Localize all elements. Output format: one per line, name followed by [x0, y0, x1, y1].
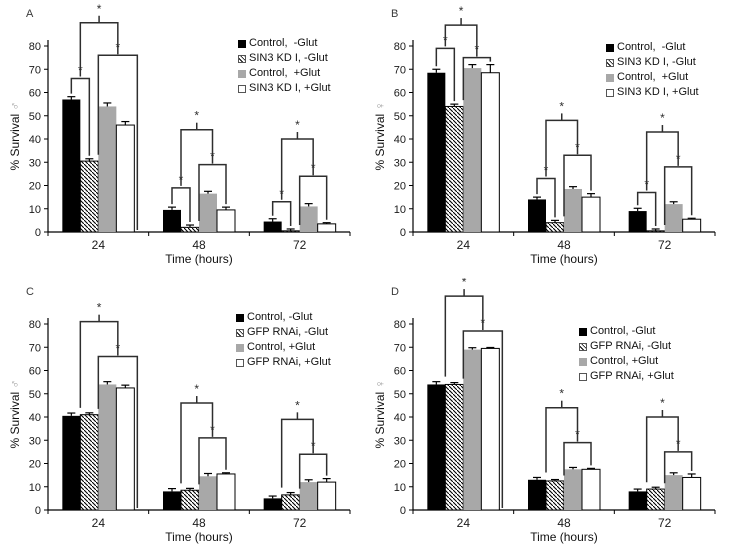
- y-tick-label: 60: [28, 365, 41, 378]
- sig-star: *: [295, 118, 300, 132]
- y-tick-label: 30: [393, 435, 406, 448]
- sig-star: *: [575, 427, 580, 442]
- y-tick-label: 50: [28, 110, 41, 123]
- legend-item: [236, 355, 331, 370]
- legend-label: Control, +Glut: [617, 71, 689, 83]
- panel-letter: D: [391, 286, 399, 298]
- y-axis-label-text: % Survival: [8, 113, 22, 171]
- bar-gray: [463, 68, 481, 232]
- x-axis-label: Time (hours): [165, 530, 233, 544]
- bar-gray: [300, 206, 318, 232]
- legend-marker-black: [606, 44, 614, 52]
- y-tick-label: 70: [393, 342, 406, 355]
- bar-gray: [199, 476, 217, 510]
- legend-item: [606, 70, 699, 85]
- sig-star: *: [675, 151, 681, 166]
- bar-hatched: [546, 223, 564, 232]
- legend-label: SIN3 KD I, -Glut: [249, 52, 328, 64]
- legend-label: Control, +Glut: [249, 67, 321, 79]
- sig-star: *: [458, 4, 464, 19]
- y-axis-label: [8, 379, 22, 448]
- bar-hatched: [445, 106, 463, 232]
- legend-item: [606, 40, 699, 55]
- sig-bracket: [543, 120, 578, 178]
- bar-black: [163, 491, 181, 510]
- sig-star: *: [675, 436, 681, 451]
- x-category-label: 48: [192, 516, 206, 530]
- legend-item: [236, 340, 331, 355]
- y-tick-label: 10: [393, 203, 406, 216]
- sig-bracket: [442, 25, 480, 57]
- sig-star: *: [310, 161, 316, 176]
- legend-label: GFP RNAi, -Glut: [247, 326, 329, 338]
- male-symbol: ♂: [8, 379, 22, 389]
- bar-black: [528, 480, 546, 510]
- panel-b: [365, 0, 730, 278]
- legend-label: Control, -Glut: [617, 41, 686, 53]
- y-tick-label: 30: [28, 435, 41, 448]
- legend-marker-white: [579, 373, 587, 381]
- sig-star: *: [210, 422, 215, 437]
- sig-bracket: [546, 408, 578, 473]
- bar-gray: [98, 384, 116, 510]
- y-tick-label: 80: [28, 319, 41, 331]
- x-category-label: 24: [91, 238, 106, 252]
- legend-marker-hatched: [579, 343, 587, 351]
- y-axis-label-text: % Survival: [373, 113, 387, 171]
- sig-star: *: [115, 40, 121, 55]
- panel-letter: C: [26, 286, 34, 298]
- sig-star: *: [310, 439, 316, 454]
- legend-item: [579, 369, 674, 384]
- y-tick-label: 60: [393, 87, 406, 100]
- sig-bracket: [282, 419, 314, 487]
- sig-star: *: [559, 99, 565, 114]
- legend-label: Control, -Glut: [249, 37, 318, 49]
- legend-label: Control, +Glut: [590, 355, 659, 367]
- sig-star: *: [96, 300, 102, 315]
- legend-item: [236, 325, 331, 340]
- bar-hatched: [445, 384, 463, 510]
- bar-gray: [665, 475, 683, 510]
- panel-a: [0, 0, 365, 278]
- legend-label: SIN3 KD I, -Glut: [617, 56, 696, 68]
- legend-marker-black: [579, 328, 587, 336]
- y-tick-label: 80: [393, 319, 406, 331]
- x-axis-label: Time (hours): [530, 252, 598, 266]
- sig-star: *: [194, 108, 200, 123]
- legend-label: Control, +Glut: [247, 341, 316, 353]
- x-category-label: 72: [292, 516, 307, 530]
- bar-black: [629, 211, 647, 232]
- sig-star: *: [442, 33, 448, 48]
- y-tick-label: 10: [393, 481, 406, 494]
- sig-star: *: [474, 42, 480, 57]
- legend-label: Control, -Glut: [590, 325, 656, 337]
- bar-hatched: [282, 231, 300, 232]
- x-category-label: 72: [292, 238, 307, 252]
- bar-black: [427, 384, 445, 510]
- sig-star: *: [77, 63, 83, 78]
- bar-hatched: [80, 415, 98, 510]
- bar-gray: [199, 194, 217, 232]
- panel-d: [365, 278, 730, 556]
- legend-item: [579, 324, 674, 339]
- sig-bracket: [181, 403, 213, 483]
- bar-white: [318, 482, 336, 510]
- sig-star: *: [660, 396, 665, 410]
- bar-gray: [300, 482, 318, 510]
- bar-black: [62, 99, 80, 232]
- y-tick-label: 30: [28, 157, 41, 170]
- legend-label: Control, -Glut: [247, 311, 313, 323]
- sig-bracket: [178, 130, 213, 187]
- bar-gray: [463, 350, 481, 510]
- legend-label: GFP RNAi, -Glut: [590, 340, 672, 352]
- legend-marker-gray: [579, 358, 587, 366]
- y-axis-label-text: % Survival: [373, 391, 387, 449]
- bar-gray: [564, 469, 582, 510]
- bar-black: [163, 210, 181, 232]
- legend-marker-white: [236, 359, 244, 367]
- sig-star: *: [194, 382, 200, 397]
- x-category-label: 24: [91, 516, 106, 530]
- y-tick-label: 70: [28, 64, 41, 77]
- sig-star: *: [575, 140, 580, 155]
- bar-black: [629, 491, 647, 510]
- y-axis-label: [8, 101, 22, 170]
- y-tick-label: 30: [393, 157, 406, 170]
- y-tick-label: 70: [28, 342, 41, 355]
- bar-white: [116, 388, 134, 510]
- sig-star: *: [461, 278, 467, 290]
- y-tick-label: 20: [28, 458, 41, 471]
- y-tick-label: 50: [393, 388, 406, 401]
- bar-black: [528, 199, 546, 232]
- legend: [238, 36, 331, 96]
- legend-label: GFP RNAi, +Glut: [590, 370, 674, 382]
- bar-gray: [665, 204, 683, 232]
- legend-marker-hatched: [238, 55, 246, 63]
- panel-c: [0, 278, 365, 556]
- y-tick-label: 40: [28, 412, 41, 424]
- y-tick-label: 40: [28, 134, 41, 146]
- sig-star: *: [644, 177, 650, 192]
- legend-marker-white: [238, 85, 246, 93]
- y-tick-label: 20: [28, 180, 41, 193]
- y-tick-label: 0: [34, 505, 41, 517]
- bar-black: [62, 416, 80, 510]
- legend-marker-white: [606, 89, 614, 97]
- bar-white: [116, 125, 134, 232]
- legend-label: SIN3 KD I, +Glut: [617, 86, 699, 98]
- sig-star: *: [210, 149, 215, 164]
- x-category-label: 48: [192, 238, 206, 252]
- sig-star: *: [178, 172, 184, 187]
- y-tick-label: 0: [34, 227, 41, 239]
- legend-item: [606, 85, 699, 100]
- x-axis-label: Time (hours): [530, 530, 598, 544]
- y-tick-label: 20: [393, 180, 406, 193]
- sig-star: *: [96, 1, 102, 16]
- bar-hatched: [181, 490, 199, 510]
- bar-black: [264, 222, 282, 232]
- bar-hatched: [546, 481, 564, 510]
- female-symbol: ♀: [373, 101, 387, 111]
- sig-star: *: [559, 386, 565, 401]
- sig-star: *: [295, 398, 300, 413]
- y-tick-label: 80: [28, 41, 41, 53]
- x-category-label: 72: [657, 516, 672, 530]
- legend-item: [238, 66, 331, 81]
- y-axis-label: [373, 379, 387, 448]
- legend-marker-gray: [606, 74, 614, 82]
- x-category-label: 48: [557, 516, 571, 530]
- y-tick-label: 40: [393, 134, 406, 146]
- female-symbol: ♀: [373, 379, 387, 389]
- bar-white: [683, 477, 701, 510]
- bar-gray: [564, 189, 582, 232]
- y-tick-label: 50: [28, 388, 41, 401]
- x-category-label: 48: [557, 238, 571, 252]
- legend-marker-hatched: [236, 329, 244, 337]
- sig-star: *: [543, 163, 549, 178]
- bar-hatched: [80, 161, 98, 232]
- sig-star: *: [115, 341, 121, 356]
- y-tick-label: 10: [28, 203, 41, 216]
- y-tick-label: 60: [393, 365, 406, 378]
- male-symbol: ♂: [8, 101, 22, 111]
- bar-white: [318, 224, 336, 232]
- sig-star: *: [660, 111, 665, 126]
- sig-star: *: [279, 186, 285, 201]
- legend-item: [579, 339, 674, 354]
- legend-label: GFP RNAi, +Glut: [247, 356, 331, 368]
- x-category-label: 24: [456, 516, 471, 530]
- bar-white: [582, 469, 600, 510]
- y-tick-label: 40: [393, 412, 406, 424]
- legend: [579, 324, 674, 384]
- legend-marker-black: [238, 40, 246, 48]
- legend-marker-black: [236, 314, 244, 322]
- panel-letter: A: [26, 8, 34, 20]
- sig-star: *: [480, 315, 486, 330]
- legend-item: [579, 354, 674, 369]
- panel-letter: B: [391, 8, 399, 20]
- legend-item: [236, 310, 331, 325]
- bar-black: [427, 73, 445, 232]
- y-tick-label: 50: [393, 110, 406, 123]
- legend: [236, 310, 331, 370]
- x-category-label: 24: [456, 238, 471, 252]
- sig-bracket: [282, 139, 314, 200]
- bar-hatched: [282, 495, 300, 510]
- bar-white: [217, 474, 235, 510]
- y-tick-label: 0: [399, 227, 406, 239]
- x-axis-label: Time (hours): [165, 252, 233, 266]
- y-axis-label: [373, 101, 387, 170]
- bar-white: [683, 219, 701, 232]
- x-category-label: 72: [657, 238, 672, 252]
- legend-marker-hatched: [606, 59, 614, 67]
- legend-item: [238, 36, 331, 51]
- plot-d: [365, 278, 730, 556]
- bar-hatched: [647, 231, 665, 232]
- bar-white: [582, 197, 600, 232]
- legend-marker-gray: [238, 70, 246, 78]
- y-tick-label: 70: [393, 64, 406, 77]
- y-tick-label: 0: [399, 505, 406, 517]
- bar-hatched: [647, 489, 665, 510]
- y-tick-label: 60: [28, 87, 41, 100]
- legend-marker-gray: [236, 344, 244, 352]
- y-axis-label-text: % Survival: [8, 391, 22, 449]
- bar-hatched: [181, 227, 199, 232]
- legend-item: [606, 55, 699, 70]
- legend-item: [238, 81, 331, 96]
- bar-white: [217, 210, 235, 232]
- y-tick-label: 20: [393, 458, 406, 471]
- legend-label: SIN3 KD I, +Glut: [249, 82, 331, 94]
- bar-gray: [98, 106, 116, 232]
- bar-white: [481, 73, 499, 232]
- y-tick-label: 80: [393, 41, 406, 53]
- bar-white: [481, 348, 499, 510]
- legend-item: [238, 51, 331, 66]
- legend: [606, 40, 699, 100]
- sig-bracket: [647, 132, 679, 190]
- bar-black: [264, 498, 282, 510]
- y-tick-label: 10: [28, 481, 41, 494]
